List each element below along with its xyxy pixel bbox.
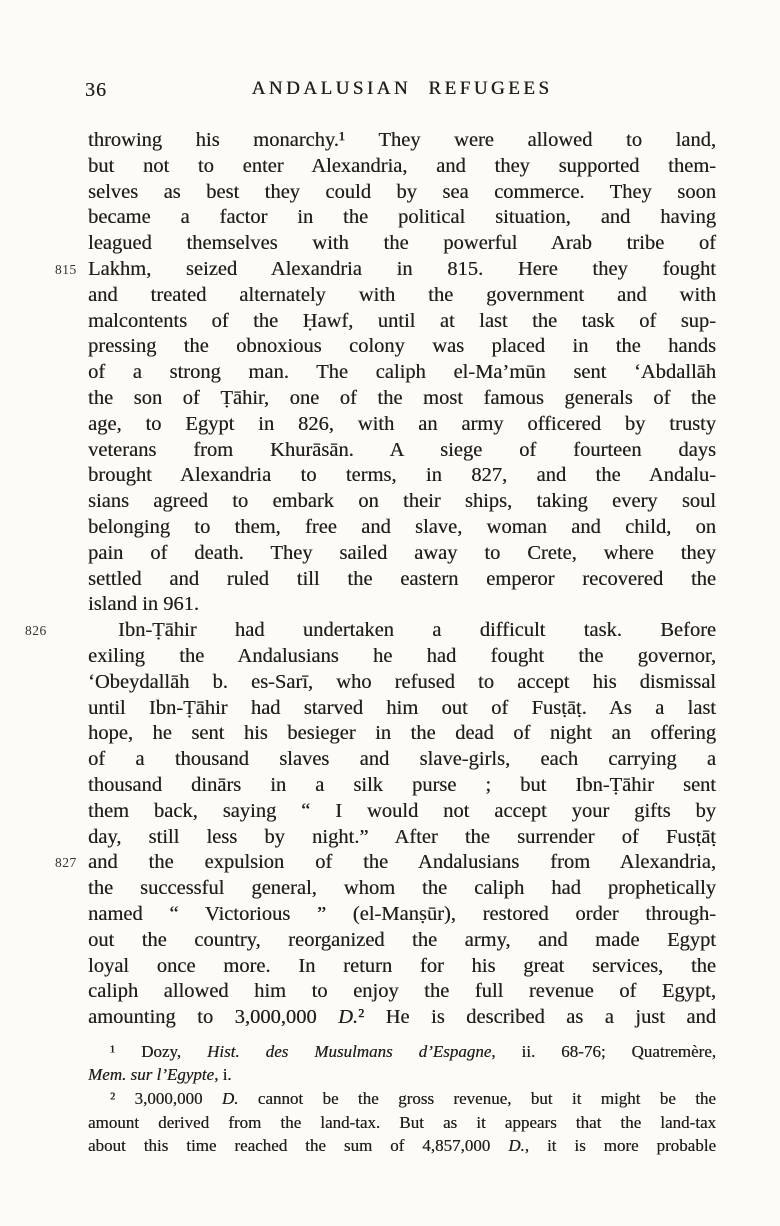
line-text: caliph allowed him to enjoy the full revenue of Egypt, xyxy=(88,980,716,1003)
line-text: day, still less by night.” After the surrender of Fusṭāṭ xyxy=(88,825,716,848)
text-line xyxy=(88,592,716,618)
text-line xyxy=(88,644,716,670)
text-line xyxy=(88,1040,716,1064)
line-text: amounting to 3,000,000 D.² He is described as a just and xyxy=(88,1006,716,1029)
line-text: out the country, reorganized the army, and made Egypt xyxy=(88,928,716,951)
line-text: brought Alexandria to terms, in 827, and the Andalu- xyxy=(88,464,716,487)
line-text: pain of death. They sailed away to Crete, where they xyxy=(88,541,716,564)
main-text xyxy=(25,128,716,1031)
line-text: loyal once more. In return for his great services, the xyxy=(88,954,716,977)
text-line xyxy=(88,231,716,257)
text-line xyxy=(88,928,716,954)
line-text: the successful general, whom the caliph had prophetically xyxy=(88,877,716,900)
text-line xyxy=(88,412,716,438)
line-text: became a factor in the political situation, and having xyxy=(88,206,716,229)
text-line xyxy=(88,128,716,154)
text-line xyxy=(88,567,716,593)
running-header xyxy=(85,78,716,102)
line-text: named “ Victorious ” (el-Manṣūr), restored order through- xyxy=(88,902,716,925)
text-line xyxy=(88,979,716,1005)
text-line xyxy=(88,876,716,902)
line-text: belonging to them, free and slave, woman and child, on xyxy=(88,515,716,538)
line-text: settled and ruled till the eastern emperor recovered the xyxy=(88,567,716,590)
text-line xyxy=(88,463,716,489)
line-text: until Ibn-Ṭāhir had starved him out of Fusṭāṭ. As a last xyxy=(88,696,716,719)
line-text: leagued themselves with the powerful Arab tribe of xyxy=(88,232,716,255)
margin-year: 827 xyxy=(55,855,77,871)
margin-year: 826 xyxy=(25,623,47,639)
text-line xyxy=(88,205,716,231)
text-line xyxy=(88,1111,716,1135)
line-text: the son of Ṭāhir, one of the most famous generals of the xyxy=(88,386,716,409)
text-line xyxy=(88,1005,716,1031)
line-text: amount derived from the land-tax. But as it appears that the land-tax xyxy=(88,1112,716,1132)
text-line xyxy=(88,1063,716,1087)
text-line xyxy=(88,747,716,773)
line-text: and treated alternately with the government and with xyxy=(88,283,716,306)
running-head-title: ANDALUSIAN REFUGEES xyxy=(251,78,553,99)
margin-year: 815 xyxy=(55,261,77,277)
line-text: throwing his monarchy.¹ They were allowed to land, xyxy=(88,129,716,151)
line-text: Lakhm, seized Alexandria in 815. Here they fought xyxy=(88,257,716,280)
text-line xyxy=(88,541,716,567)
text-line xyxy=(55,257,716,283)
text-line xyxy=(88,515,716,541)
line-text: of a strong man. The caliph el-Ma’mūn sent ‘Abdallāh xyxy=(88,361,716,384)
line-text: age, to Egypt in 826, with an army officered by trusty xyxy=(88,412,716,435)
line-text: them back, saying “ I would not accept your gifts by xyxy=(88,799,716,822)
line-text: selves as best they could by sea commerce. They soon xyxy=(88,180,716,203)
line-text: hope, he sent his besieger in the dead of night an offering xyxy=(88,722,716,745)
footnote-section xyxy=(88,1040,716,1158)
line-text: sians agreed to embark on their ships, taking every soul xyxy=(88,490,716,513)
line-text: pressing the obnoxious colony was placed in the hands xyxy=(88,335,716,358)
text-line xyxy=(88,670,716,696)
text-line xyxy=(88,438,716,464)
line-text: exiling the Andalusians he had fought the governor, xyxy=(88,644,716,667)
text-line xyxy=(88,799,716,825)
text-line xyxy=(88,721,716,747)
line-text: veterans from Khurāsān. A siege of fourteen days xyxy=(88,438,716,461)
line-text: of a thousand slaves and slave-girls, each carrying a xyxy=(88,748,716,771)
text-line xyxy=(88,1087,716,1111)
line-text: Mem. sur l’Egypte, i. xyxy=(88,1065,232,1085)
page-number: 36 xyxy=(85,79,107,101)
text-line xyxy=(88,180,716,206)
line-text: Ibn-Ṭāhir had undertaken a difficult task. Before xyxy=(118,619,716,642)
text-line xyxy=(88,360,716,386)
text-line xyxy=(88,489,716,515)
text-line xyxy=(88,825,716,851)
line-text: about this time reached the sum of 4,857,000 D., it is more probable xyxy=(88,1136,716,1156)
line-text: ¹ Dozy, Hist. des Musulmans d’Espagne, ii. 68-76; Quatremère, xyxy=(110,1041,716,1061)
text-line xyxy=(88,696,716,722)
line-text: ² 3,000,000 D. cannot be the gross revenue, but it might be the xyxy=(110,1089,716,1109)
text-column xyxy=(25,78,716,1158)
text-line xyxy=(88,773,716,799)
line-text: but not to enter Alexandria, and they supported them- xyxy=(88,154,716,177)
line-text: malcontents of the Ḥawf, until at last the task of sup- xyxy=(88,309,716,332)
text-line xyxy=(88,386,716,412)
text-line xyxy=(88,954,716,980)
line-text: island in 961. xyxy=(88,593,200,616)
text-line xyxy=(88,334,716,360)
text-line xyxy=(55,850,716,876)
text-line xyxy=(88,154,716,180)
line-text: and the expulsion of the Andalusians from Alexandria, xyxy=(88,851,716,874)
text-line xyxy=(88,1134,716,1158)
line-text: thousand dinārs in a silk purse ; but Ibn-Ṭāhir sent xyxy=(88,773,716,796)
text-line xyxy=(88,309,716,335)
text-line xyxy=(88,902,716,928)
text-line xyxy=(25,618,716,644)
line-text: ‘Obeydallāh b. es-Sarī, who refused to accept his dismissal xyxy=(88,670,716,693)
text-line xyxy=(88,283,716,309)
